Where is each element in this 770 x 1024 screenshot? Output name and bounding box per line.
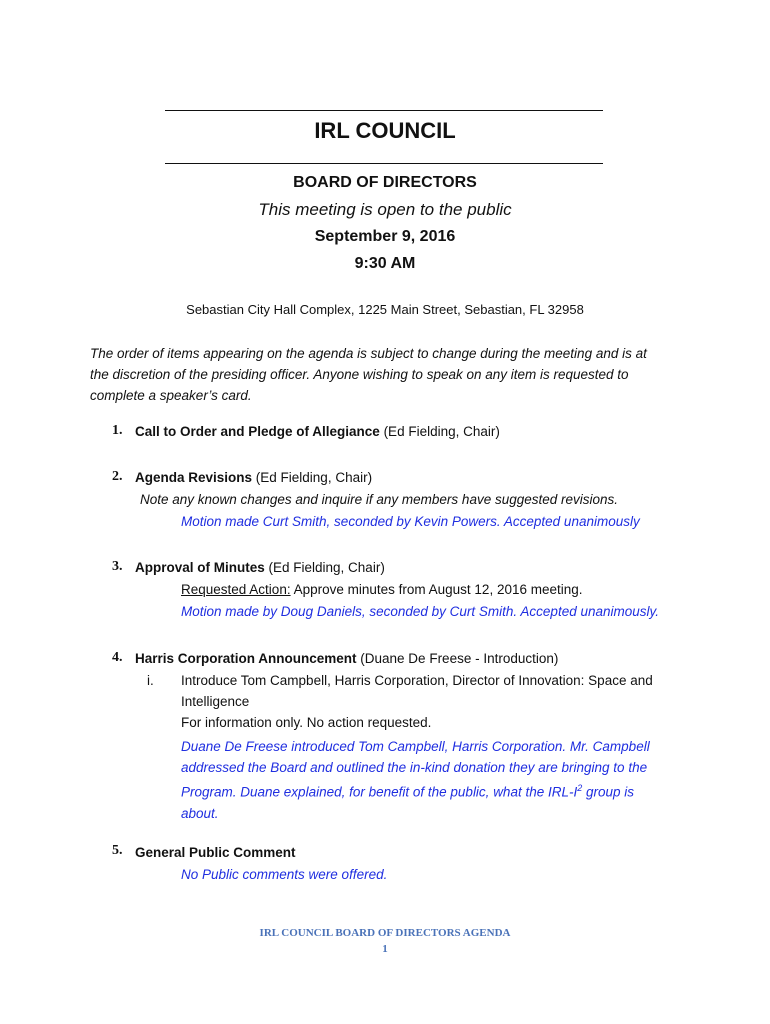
disclaimer-line: the discretion of the presiding officer. Anyone wishing to speak on any item is requested to [90,367,629,382]
result-text: Program. Duane explained, for benefit of the public, what the IRL-I [181,784,578,800]
sub-item-line: Intelligence [181,694,250,709]
page-number: 1 [382,943,388,955]
item-number: 5. [112,843,123,858]
item-title: Approval of Minutes [135,560,265,575]
public-notice: This meeting is open to the public [258,200,512,219]
item-note: Note any known changes and inquire if any members have suggested revisions. [140,492,619,507]
agenda-item-1 [135,421,500,442]
sub-item-number: i. [147,673,154,688]
item-result: No Public comments were offered. [181,867,388,882]
result-line: Duane De Freese introduced Tom Campbell, Harris Corporation. Mr. Campbell [181,739,650,754]
item-presenter: (Ed Fielding, Chair) [379,424,500,439]
agenda-item-4 [135,648,558,669]
top-rule [165,110,603,111]
meeting-address: Sebastian City Hall Complex, 1225 Main Street, Sebastian, FL 32958 [186,302,584,317]
disclaimer-line: complete a speaker’s card. [90,388,252,403]
item-title: General Public Comment [135,845,296,860]
document-title: IRL COUNCIL [314,118,456,143]
item-title: Call to Order and Pledge of Allegiance [135,424,380,439]
agenda-item-2 [135,467,372,488]
superscript: 2 [577,783,583,793]
item-presenter: (Duane De Freese - Introduction) [356,651,559,666]
agenda-item-5 [135,842,296,863]
item-presenter: (Ed Fielding, Chair) [252,470,373,485]
item-result: Motion made Curt Smith, seconded by Kevin Powers. Accepted unanimously [181,514,640,529]
disclaimer-line: The order of items appearing on the agenda is subject to change during the meeting and is at [90,346,647,361]
sub-item-line: For information only. No action requested. [181,715,432,730]
item-number: 2. [112,469,123,484]
footer-label: IRL COUNCIL BOARD OF DIRECTORS AGENDA [259,927,511,939]
result-line [181,778,650,803]
board-heading: BOARD OF DIRECTORS [293,174,477,191]
meeting-time: 9:30 AM [354,255,416,272]
requested-action-text: Approve minutes from August 12, 2016 meeting. [290,582,583,597]
item-number: 1. [112,423,123,438]
sub-item-text [181,670,653,733]
requested-action [181,579,583,600]
result-line: addressed the Board and outlined the in-kind donation they are bringing to the [181,760,648,775]
item-result: Motion made by Doug Daniels, seconded by Curt Smith. Accepted unanimously. [181,604,659,619]
item-result [181,736,650,824]
item-number: 3. [112,559,123,574]
requested-action-label: Requested Action: [181,582,291,597]
item-title: Agenda Revisions [135,470,253,485]
bottom-rule [165,163,603,164]
sub-item-line: Introduce Tom Campbell, Harris Corporation, Director of Innovation: Space and [181,673,653,688]
agenda-item-3 [135,557,385,578]
item-number: 4. [112,650,123,665]
result-line: about. [181,805,219,821]
agenda-disclaimer [90,343,647,406]
result-text: group is [582,784,635,800]
meeting-date: September 9, 2016 [314,228,456,245]
item-presenter: (Ed Fielding, Chair) [264,560,385,575]
item-title: Harris Corporation Announcement [135,651,357,666]
